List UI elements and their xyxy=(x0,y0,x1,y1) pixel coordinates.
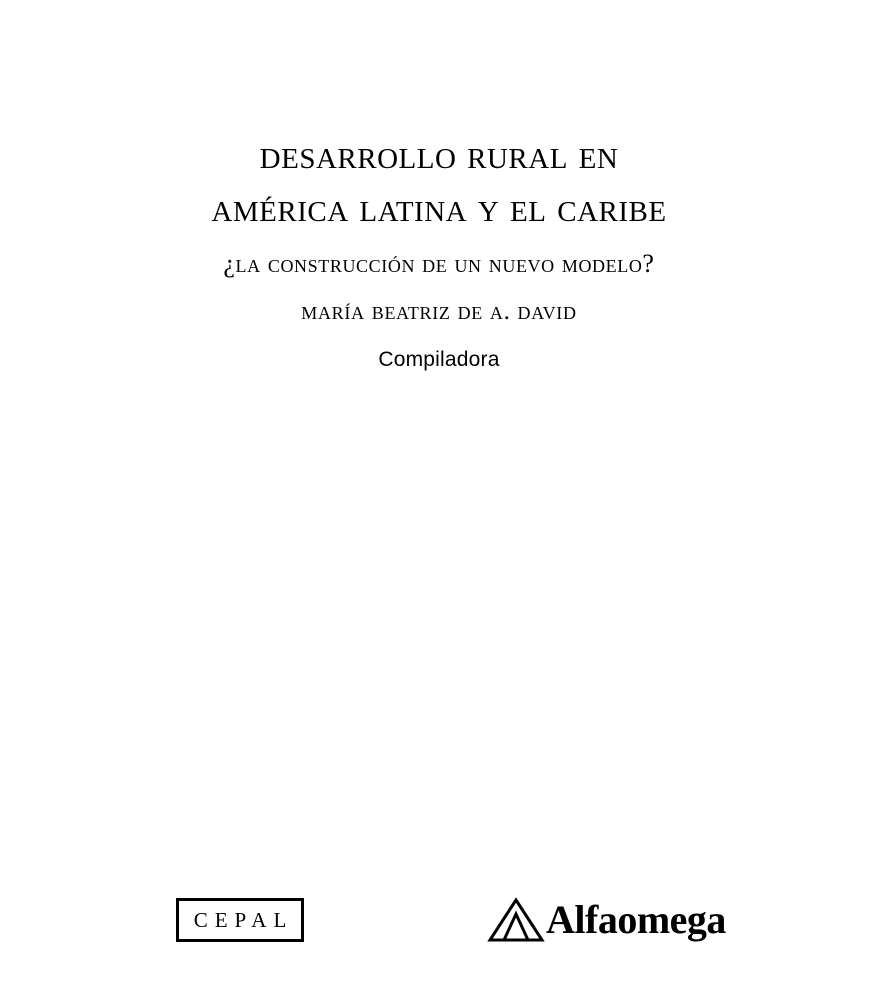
publisher-logos xyxy=(0,890,878,970)
book-author: maría beatriz de a. david xyxy=(301,297,577,325)
cepal-logo-text: CEPAL xyxy=(193,907,294,932)
alfaomega-logo xyxy=(487,892,726,948)
book-subtitle: ¿la construcción de un nuevo modelo? xyxy=(223,248,655,278)
alfaomega-logo-text: Alfaomega xyxy=(546,897,726,942)
title-block xyxy=(0,128,878,372)
book-title-line-2: américa latina y el caribe xyxy=(211,184,667,231)
book-author-role: Compiladora xyxy=(378,347,500,371)
alfaomega-triangle-icon xyxy=(487,897,545,943)
book-title-line-1: desarrollo rural en xyxy=(259,131,619,177)
cepal-logo xyxy=(176,898,304,942)
